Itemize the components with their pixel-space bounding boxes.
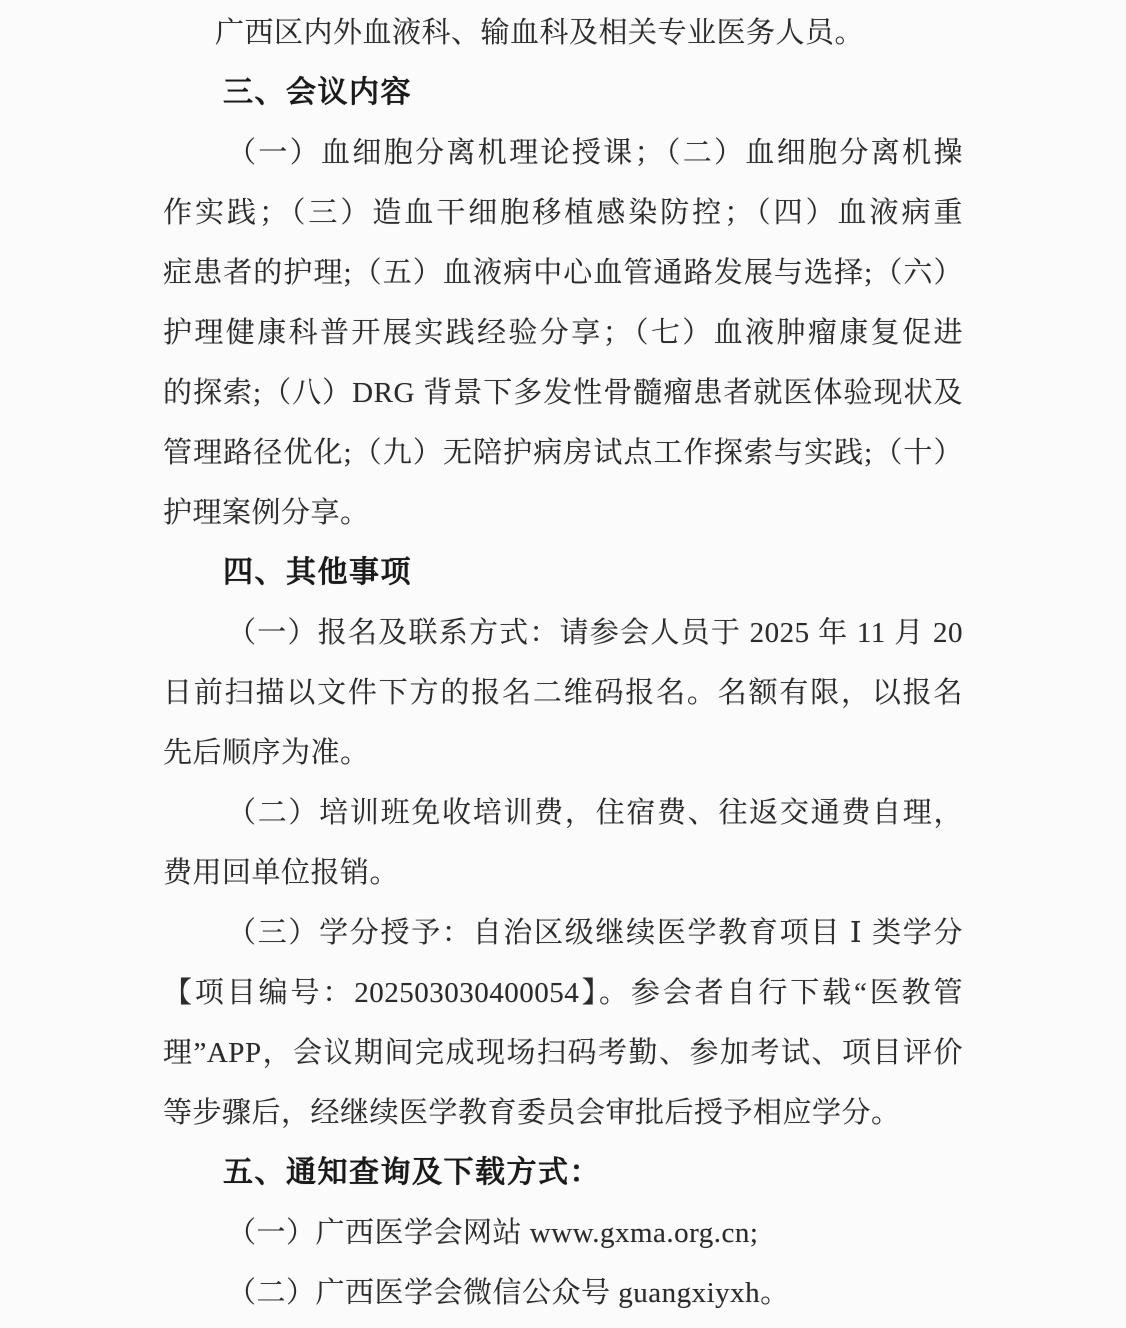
document-line: 作实践；（三）造血干细胞移植感染防控；（四）血液病重: [163, 197, 963, 229]
document-line: 等步骤后，经继续医学教育委员会审批后授予相应学分。: [163, 1097, 901, 1129]
document-line: 管理路径优化;（九）无陪护病房试点工作探索与实践;（十）: [163, 437, 963, 469]
document-text-block: [163, 3, 963, 1323]
document-line: 费用回单位报销。: [163, 857, 400, 889]
document-line: （三）学分授予：自治区级继续医学教育项目 Ⅰ 类学分: [227, 917, 963, 949]
document-line: （二）培训班免收培训费，住宿费、往返交通费自理，: [227, 797, 963, 829]
document-line: 护理健康科普开展实践经验分享；（七）血液肿瘤康复促进: [163, 317, 963, 349]
document-line: 的探索;（八）DRG 背景下多发性骨髓瘤患者就医体验现状及: [163, 377, 963, 409]
document-line: 症患者的护理;（五）血液病中心血管通路发展与选择;（六）: [163, 257, 963, 289]
document-line: 【项目编号：202503030400054】。参会者自行下载“医教管: [163, 977, 963, 1009]
section-heading-5: 五、通知查询及下载方式：: [223, 1156, 601, 1189]
document-line: 先后顺序为准。: [163, 737, 370, 769]
document-line: 护理案例分享。: [163, 497, 370, 529]
section-heading-3: 三、会议内容: [223, 76, 412, 109]
document-line: 广西区内外血液科、输血科及相关专业医务人员。: [215, 17, 865, 49]
document-line: （一）报名及联系方式：请参会人员于 2025 年 11 月 20: [227, 617, 963, 649]
document-line: 日前扫描以文件下方的报名二维码报名。名额有限，以报名: [163, 677, 963, 709]
document-line-website: （一）广西医学会网站 www.gxma.org.cn;: [227, 1217, 759, 1249]
document-line-wechat: （二）广西医学会微信公众号 guangxiyxh。: [227, 1277, 790, 1309]
section-heading-4: 四、其他事项: [223, 556, 412, 589]
document-line: 理”APP，会议期间完成现场扫码考勤、参加考试、项目评价: [163, 1037, 963, 1069]
document-line: （一）血细胞分离机理论授课；（二）血细胞分离机操: [227, 137, 963, 169]
